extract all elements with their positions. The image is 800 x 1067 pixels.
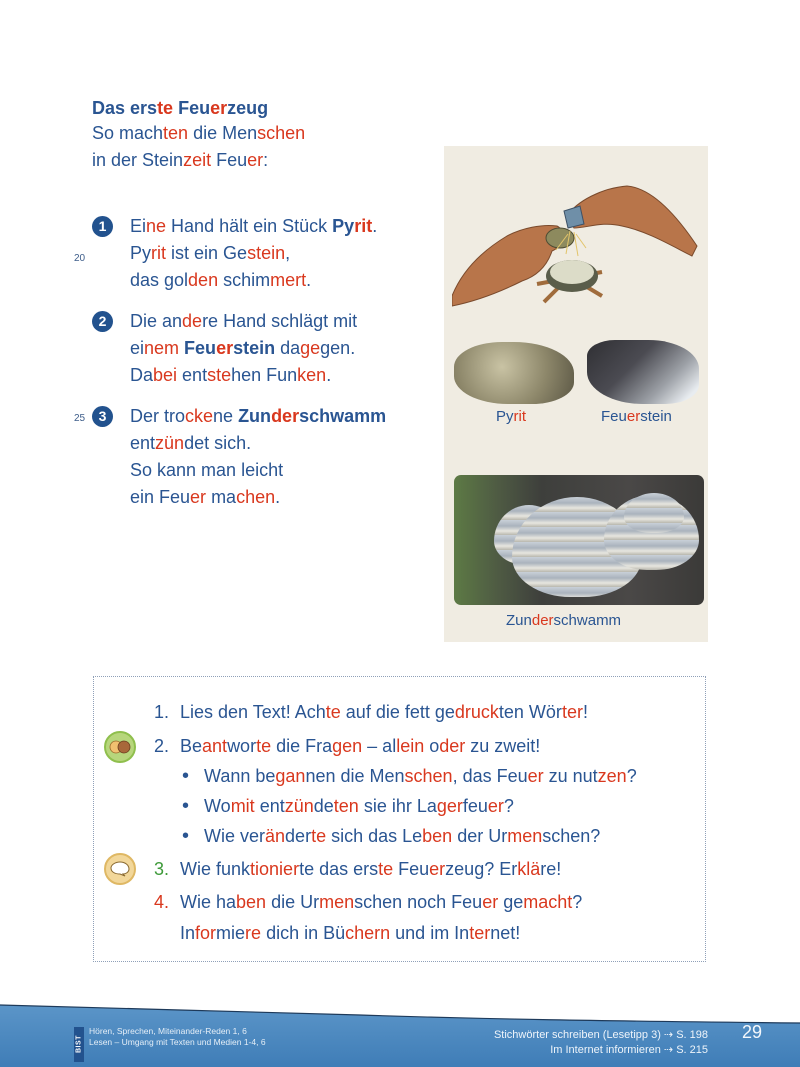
question-text: Wann begannen die Menschen, das Feuer zu nutzen? xyxy=(204,766,637,786)
tinder-fungus-photo xyxy=(454,475,704,605)
reference-link[interactable]: Im Internet informieren ⇢ S. 215 xyxy=(550,1044,708,1056)
task-3 xyxy=(154,856,561,883)
flint-photo xyxy=(587,340,699,404)
step-line: Eine Hand hält ein Stück Pyrit. xyxy=(130,216,378,236)
task-number: 2. xyxy=(154,736,170,756)
page-references xyxy=(494,1028,708,1058)
step-line: ein Feuer machen. xyxy=(130,487,281,507)
task-number: 4. xyxy=(154,892,170,912)
step-line: Pyrit ist ein Gestein, xyxy=(130,243,291,263)
tinder-fungus-caption: Zunderschwamm xyxy=(506,612,622,629)
partner-work-icon xyxy=(104,731,136,763)
bist-label: BIST xyxy=(74,1027,84,1062)
bullet-glyph: • xyxy=(182,825,190,847)
step-number-badge: 1 xyxy=(92,216,113,237)
step-line: einem Feuerstein dagegen. xyxy=(130,338,356,358)
task-4-continued xyxy=(180,920,520,947)
task-box xyxy=(93,676,706,962)
task-text: Beantworte die Fragen – allein oder zu zweit! xyxy=(180,736,541,756)
reading-intro-line: So machten die Menschen xyxy=(92,123,306,143)
task-1 xyxy=(154,699,588,726)
pyrit-caption: Pyrit xyxy=(496,408,527,425)
bullet-glyph: • xyxy=(182,795,190,817)
speech-bubble-icon xyxy=(104,853,136,885)
task-number: 3. xyxy=(154,859,170,879)
task-text: Wie funktionierte das erste Feuerzeug? Erkläre! xyxy=(180,859,562,879)
illustration-panel xyxy=(444,146,708,642)
question-bullet xyxy=(182,793,514,820)
standard-line: Lesen – Umgang mit Texten und Medien 1-4, 6 xyxy=(89,1037,266,1047)
reading-title: Das erste Feuerzeug xyxy=(92,98,269,118)
step-number-badge: 3 xyxy=(92,406,113,427)
reference-link[interactable]: Stichwörter schreiben (Lesetipp 3) ⇢ S. 198 xyxy=(493,1029,708,1041)
question-bullet xyxy=(182,763,637,790)
question-text: Womit entzündeten sie ihr Lagerfeuer? xyxy=(204,796,514,816)
reading-text xyxy=(92,96,432,174)
step-line: So kann man leicht xyxy=(130,460,284,480)
step-line: Der trockene Zunderschwamm xyxy=(130,406,387,426)
task-number: 1. xyxy=(154,702,170,722)
step-line: das golden schimmert. xyxy=(130,270,312,290)
step-line: Dabei entstehen Funken. xyxy=(130,365,332,385)
task-text: Informiere dich in Büchern und im Internet! xyxy=(180,923,521,943)
bullet-glyph: • xyxy=(182,765,190,787)
question-text: Wie veränderte sich das Leben der Urmenschen? xyxy=(204,826,601,846)
question-bullet xyxy=(182,823,600,850)
hands-striking-fire-illustration xyxy=(452,176,702,321)
line-number: 20 xyxy=(74,253,86,264)
task-text: Lies den Text! Achte auf die fett gedruckten Wörter! xyxy=(180,702,588,722)
task-4 xyxy=(154,889,582,916)
task-2 xyxy=(154,733,540,760)
task-text: Wie haben die Urmenschen noch Feuer gemacht? xyxy=(180,892,583,912)
flint-caption: Feuerstein xyxy=(601,408,672,425)
line-number: 25 xyxy=(74,413,86,424)
step-line: Die andere Hand schlägt mit xyxy=(130,311,358,331)
standard-line: Hören, Sprechen, Miteinander-Reden 1, 6 xyxy=(89,1026,247,1036)
education-standards xyxy=(89,1026,266,1048)
pyrit-photo xyxy=(454,342,574,404)
step-line: entzündet sich. xyxy=(130,433,252,453)
step-number-badge: 2 xyxy=(92,311,113,332)
page-number: 29 xyxy=(742,1022,763,1042)
reading-intro-line: in der Steinzeit Feuer: xyxy=(92,150,269,170)
